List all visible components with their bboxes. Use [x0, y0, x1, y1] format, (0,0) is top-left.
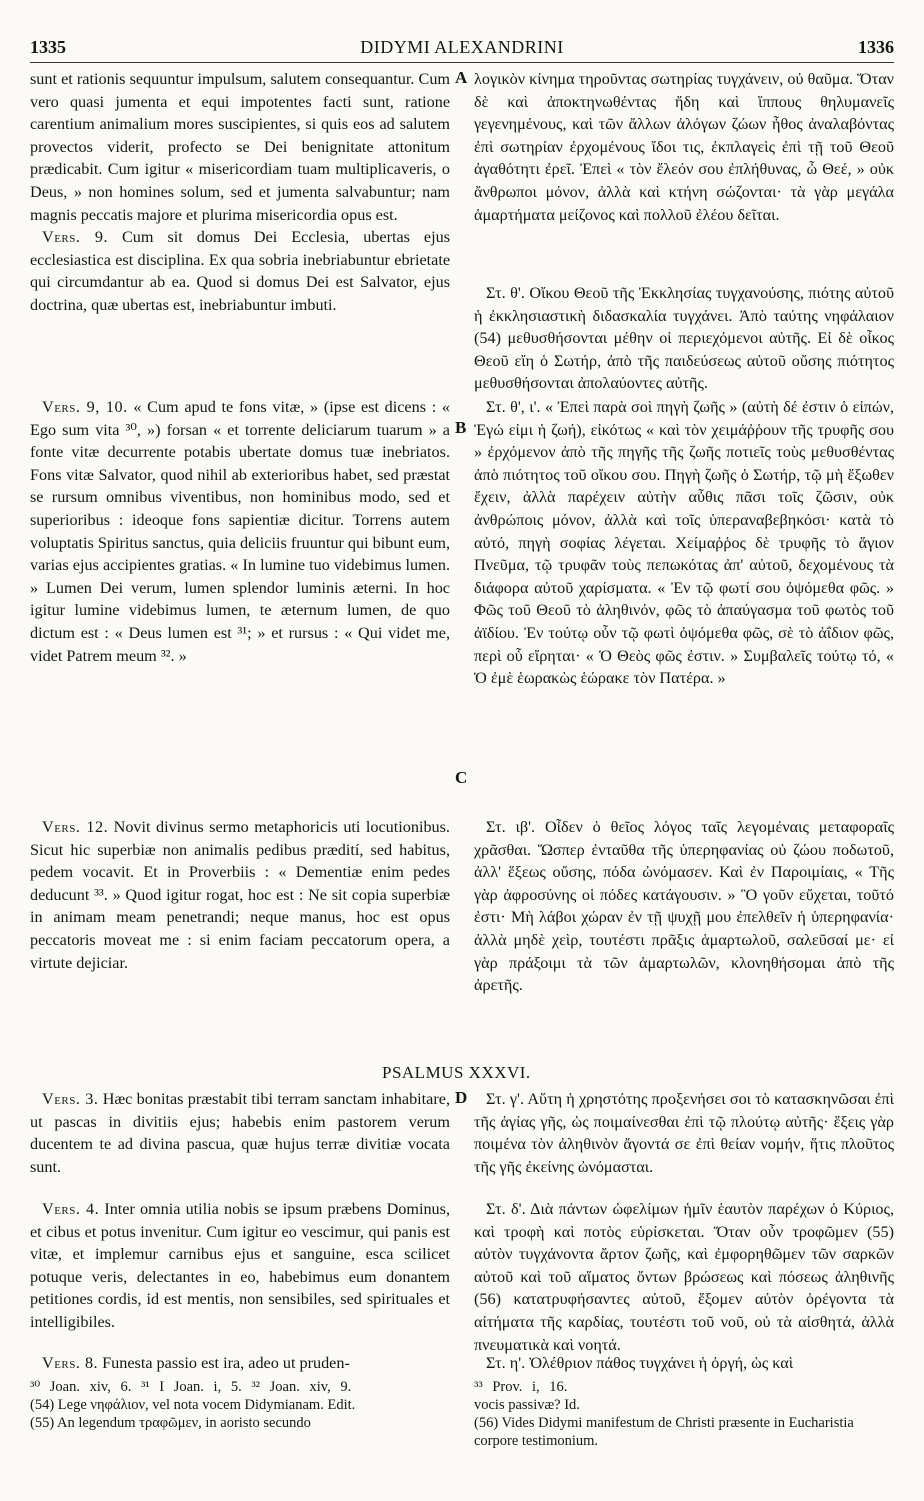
- verse-label: Vers. 8.: [42, 1354, 99, 1372]
- greek-column: [474, 68, 894, 1378]
- verse-text: « Ἐπεὶ παρὰ σοὶ πηγὴ ζωῆς » (αὐτὴ δέ ἐστιν ὁ εἰπών, Ἐγώ εἰμι ἡ ζωή), εἰκότως « καὶ τὸν χειμάῤῥουν τῆς τρυφῆς σου » ἐρχόμενον ἀπὸ τῆς πηγῆς τῆς ζωῆς ποτιεῖς τοὺς μεθυσθέντας ἀπὸ πιότητος τοῦ οἴκου σου. Πηγὴ ζωῆς ὁ Σωτήρ, τῷ μὴ ἔξωθεν ἔχειν, ἀλλὰ παρέχειν αὐτὴν αὖθις πᾶσι τοῖς ζῶσιν, οὐκ ἀνθρώποις μόνον, ἀλλὰ καὶ τοῖς ὑπεραναβεβηκόσι· κατὰ τὸ αὐτό, πηγὴ σοφίας λέγεται. Χείμαῤῥος δὲ τρυφῆς τὸ ἅγιον Πνεῦμα, τῷ τρυφᾶν τοὺς πεπωκότας ἀπ' αὐτοῦ, δεχομένους τὰ διάφορα αὐτοῦ χαρίσματα. « Ἐν τῷ φωτί σου ὀψόμεθα φῶς. » Φῶς τοῦ Θεοῦ τὸ ἀληθινόν, φῶς τὸ ἀπαύγασμα τοῦ φωτὸς τοῦ ἀϊδίου. Ἐν τούτῳ οὖν τῷ φωτὶ ὀψόμεθα φῶς, σὲ τὸ ἀΐδιον φῶς, περὶ οὗ εἴρηται· « Ὁ Θεὸς φῶς ἐστιν. » Συμβαλεῖς τούτῳ τό, « Ὁ ἐμὲ ἑωρακὼς ἑώρακε τὸν Πατέρα. »: [474, 398, 894, 688]
- running-title: DIDYMI ALEXANDRINI: [360, 37, 564, 57]
- greek-verse-12: [474, 816, 894, 997]
- verse-label: Στ. η'.: [486, 1354, 526, 1372]
- latin-verse-8: [30, 1352, 450, 1375]
- verse-label: Στ. θ'.: [486, 284, 525, 302]
- verse-text: Ὀλέθριον πάθος τυγχάνει ἡ ὀργή, ὡς καὶ: [525, 1354, 794, 1372]
- scripture-references: ³⁰ Joan. xiv, 6. ³¹ I Joan. i, 5. ³² Joan. xiv, 9.: [30, 1379, 352, 1395]
- page-number-right: 1336: [858, 37, 894, 57]
- latin-paragraph: sunt et rationis sequuntur impulsum, salutem consequantur. Cum vero quasi jumenta et equi impotentes facti sunt, ratione carentium animalium mores suscipientes, si quis eos ad salutem provectos viderit, profecto se Dei benignitate attonitum prædicabit. Cum igitur « misericordiam tuam multiplicaveris, o Deus, » non homines solum, sed et jumenta salvabuntur; nam magnis peccatis majore et plurima misericordia opus est.: [30, 70, 450, 224]
- margin-letter-b: B: [455, 418, 467, 437]
- page-number-left: 1335: [30, 37, 66, 57]
- verse-text: Funesta passio est ira, adeo ut pruden-: [98, 1354, 350, 1372]
- latin-verse-9: [30, 226, 450, 316]
- verse-label: Στ. γ'.: [486, 1090, 525, 1108]
- margin-letter-d: D: [455, 1088, 468, 1107]
- margin-letter-c: C: [455, 768, 468, 787]
- verse-text: Novit divinus sermo metaphoricis uti locutionibus. Sicut hic superbiæ non animalis pedibus prædití, sed habitus, pedem vocavit. Et in Proverbiis : « Dementiæ enim pedes deducunt ³³. » Quod igitur rogat, hoc est : Ne sit copia superbiæ in animam meam penetrandi; neque manus, hoc est opus peccatoris moveat me : si enim faciam peccatorum opera, a virtute dejiciar.: [30, 818, 450, 972]
- footnote-55: (55) An legendum τραφῶμεν, in aoristo secundo: [30, 1415, 311, 1431]
- latin-verse-9-10: [30, 396, 450, 667]
- verse-text: Οἶδεν ὁ θεῖος λόγος ταῖς λεγομέναις μεταφοραῖς χρᾶσθαι. Ὥσπερ ἐνταῦθα τῆς ὑπερηφανίας οὐ ζώου ποδωτοῦ, ἀλλ' ἕξεως οὔσης, πόδα ὠνόμασεν. Καὶ ἐν Παροιμίαις, « Τῆς γὰρ ἀφροσύνης οἱ πόδες κατάγουσιν. » Ὃ γοῦν εὔχεται, τοῦτό ἐστι· Μὴ λάβοι χώραν ἐν τῇ ψυχῇ μου ἐπελθεῖν ἡ ὑπερηφανία· ἀλλὰ μηδὲ χεὶρ, τουτέστι πρᾶξις ἁμαρτωλοῦ, σαλεῦσαί με· εἰ γὰρ πράξοιμι τὰ τῶν ἁμαρτωλῶν, κλονηθήσομαι ἀπὸ τῆς ἀρετῆς.: [474, 818, 894, 995]
- greek-verse-9-10: [474, 396, 894, 690]
- greek-verse-4: [474, 1198, 894, 1356]
- page-header: [30, 36, 894, 63]
- verse-label: Vers. 12.: [42, 818, 109, 836]
- verse-label: Vers. 3.: [42, 1090, 99, 1108]
- footnotes-left: [30, 1378, 450, 1432]
- verse-text: Inter omnia utilia nobis se ipsum præbens Dominus, et cibus et potus invenitur. Cum igitur eo vescimur, qui panis est vitæ, et implemur carnibus ejus et sanguine, esca scilicet potuque veris, delectantes in eo, habebimus eum donantem petitiones cordis, id est mentis, non sensibiles, sed spirituales et intelligibiles.: [30, 1200, 450, 1331]
- verse-label: Στ. ιβ'.: [486, 818, 536, 836]
- footnote-55-continued: vocis passivæ? Id.: [474, 1397, 580, 1413]
- verse-text: Αὕτη ἡ χρηστότης προξενήσει σοι τὸ κατασκηνῶσαι ἐπὶ τῆς ἁγίας γῆς, ὡς ποιμαίνεσθαι ἐπὶ τῷ πλούτῳ αὐτῆς· ἕξεις γὰρ ποιμένα τὸν ἀληθινὸν ἄγοντά σε ἐπὶ θείαν νομήν, ἥτις πλοῦτος τῆς γῆς ἐκείνης ὠνόμασται.: [474, 1090, 894, 1176]
- latin-verse-3: [30, 1088, 450, 1178]
- latin-column: [30, 68, 450, 1378]
- verse-text: Hæc bonitas præstabit tibi terram sanctam inhabitare, ut pascas in divitiis ejus; habebis enim pastorem verum ducentem te ad divina pascua, quæ hujus terræ divitiæ vocata sunt.: [30, 1090, 450, 1176]
- latin-verse-4: [30, 1198, 450, 1334]
- verse-text: Διὰ πάντων ὠφελίμων ἡμῖν ἑαυτὸν παρέχων ὁ Κύριος, καὶ τροφὴ καὶ ποτὸς εὑρίσκεται. Ὅταν οὖν τροφῶμεν (55) αὐτὸν τυγχάνοντα ἄρτον ζωῆς, καὶ ἐμφορηθῶμεν τῶν σαρκῶν αὐτοῦ καὶ τοῦ αἵματος ὄντων βρώσεως καὶ πόσεως ἀληθινῆς (56) κατατρυφήσαντες αὐτοῦ, ἕξομεν αὐτὸν ὀρέγοντα τὰ αἰτήματα τῆς καρδίας, τουτέστι τοῦ νοῦ, οὐ τὰ αἰσθητά, ἀλλὰ πνευματικὰ καὶ νοητά.: [474, 1200, 894, 1354]
- margin-letter-a: A: [455, 68, 468, 87]
- footnote-56: (56) Vides Didymi manifestum de Christi præsente in Eucharistia corpore testimonium.: [474, 1415, 854, 1449]
- verse-text: Cum sit domus Dei Ecclesia, ubertas ejus ecclesiastica est disciplina. Ex qua sobria inebriabuntur ebrietate qui circumdantur ab ea. Quod si domus Dei est Salvator, ejus doctrina, quæ ubertas est, inebriabuntur imbuti.: [30, 228, 450, 314]
- verse-label: Vers. 9.: [42, 228, 109, 247]
- psalm-heading: PSALMUS XXXVI.: [382, 1063, 531, 1082]
- footnote-54: (54) Lege νηφάλιον, vel nota vocem Didymianam. Edit.: [30, 1397, 356, 1413]
- verse-label: Vers. 9, 10.: [42, 398, 128, 416]
- greek-verse-3: [474, 1088, 894, 1178]
- verse-label: Vers. 4.: [42, 1200, 100, 1218]
- greek-verse-9: [474, 282, 894, 395]
- verse-text: « Cum apud te fons vitæ, » (ipse est dicens : « Ego sum vita ³⁰, ») forsan « et torrente deliciarum tuarum » a fonte vitæ decurrente potabis ubertate domus tuæ inebriatos. Fons vitæ Salvator, quod nihil ab exterioribus habet, sed præstat se rursum omnibus viventibus, non hominibus modo, sed et superioribus : ideoque fons sapientiæ dicitur. Torrens autem voluptatis Spiritus sanctus, quia deliciis fruuntur qui bibunt eum, varias ejus accipientes gratias. « In lumine tuo videbimus lumen. » Lumen Dei verum, lumen splendor luminis æterni. In hoc igitur lumine videbimus lumen, te æternum lumen, de quo dictum est : « Deus lumen est ³¹; » et rursus : « Qui videt me, videt Patrem meum ³². »: [30, 398, 450, 665]
- verse-label: Στ. θ', ι'.: [486, 398, 541, 416]
- latin-verse-12: [30, 816, 450, 974]
- greek-verse-8: [474, 1352, 894, 1375]
- scripture-reference-33: ³³ Prov. i, 16.: [474, 1379, 568, 1395]
- greek-paragraph: λογικὸν κίνημα τηροῦντας σωτηρίας τυγχάνειν, οὐ θαῦμα. Ὅταν δὲ καὶ ἀποκτηνωθέντας ἤδη καὶ ἵππους θηλυμανεῖς γεγενημένους, καὶ τῶν ἄλλων ἀλόγων ζώων ἦθος ἀναλαβόντας ἐπὶ σωτηρίαν ἐρχομένους ἴδοι τις, ἐκπλαγεὶς ἐπὶ τῇ τοῦ Θεοῦ ἀγαθότητι ἐρεῖ. Ἐπεὶ « τὸν ἔλεόν σου ἐπλήθυνας, ὦ Θεέ, » οὐκ ἄνθρωποι μόνον, ἀλλὰ καὶ κτήνη σώζονται· τὰ γὰρ μεγάλα ἁμαρτήματα μείζονος καὶ πολλοῦ ἐλέου δεῖται.: [474, 70, 894, 224]
- verse-label: Στ. δ'.: [486, 1200, 526, 1218]
- verse-text: Οἴκου Θεοῦ τῆς Ἐκκλησίας τυγχανούσης, πιότης αὐτοῦ ἡ ἐκκλησιαστικὴ διδασκαλία τυγχάνει. Ἀπὸ ταύτης νηφάλαιον (54) μεθυσθήσονται μέθην οἱ περιεχόμενοι αὐτῆς. Εἰ δὲ οἶκος Θεοῦ εἴη ὁ Σωτήρ, ἀπὸ τῆς παιδεύσεως αὐτοῦ οὔσης πιότητος μεθυσθήσονται ἀπολαύοντες αὐτῆς.: [474, 284, 894, 393]
- footnotes-right: [474, 1378, 894, 1450]
